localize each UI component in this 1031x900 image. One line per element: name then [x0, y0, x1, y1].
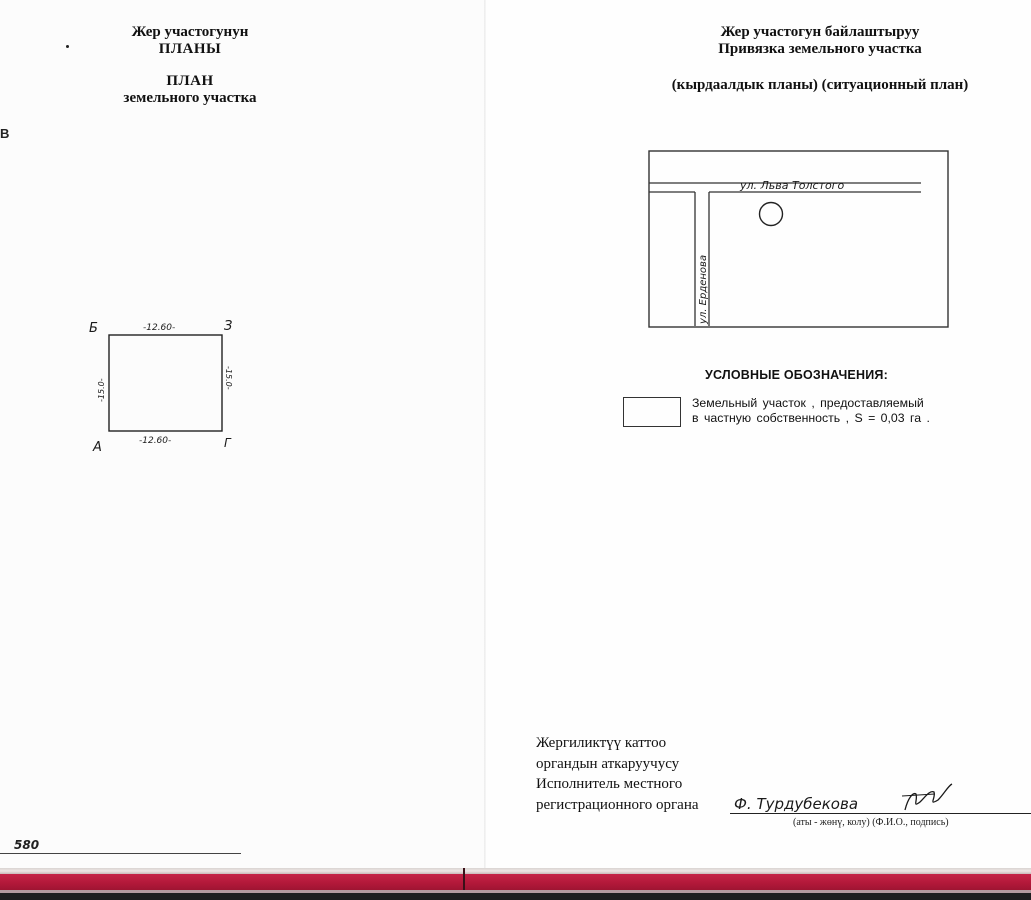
- plot-rectangle: [109, 335, 222, 431]
- handwritten-signature: [730, 780, 970, 820]
- legend-item-line2: в частную собственность , S = 0,03 га .: [692, 411, 930, 425]
- street-label-horizontal: ул. Льва Толстого: [740, 179, 845, 192]
- corner-label-bottom-left: А: [93, 440, 102, 455]
- book-cover-edge: [0, 868, 1031, 900]
- title-kg-line2: ПЛАНЫ: [158, 40, 222, 57]
- title-ru: Привязка земельного участка: [718, 40, 922, 57]
- street-label-vertical: ул. Ерденова: [698, 254, 709, 324]
- legend-title: УСЛОВНЫЕ ОБОЗНАЧЕНИЯ:: [705, 368, 888, 382]
- signature-block: [536, 733, 699, 815]
- signature-line4: регистрационного органа: [536, 796, 699, 813]
- plot-location-marker: [760, 203, 783, 226]
- red-cover: [0, 874, 1031, 890]
- side-label-bottom: -12.60-: [139, 436, 172, 446]
- title-ru-line2: земельного участка: [123, 89, 257, 106]
- signature-line2: органдын аткаруучусу: [536, 755, 680, 772]
- title-kg-line1: Жер участогунун: [131, 24, 249, 40]
- land-plot-drawing: [80, 310, 260, 460]
- signature-scribble: [905, 784, 952, 810]
- bottom-rule: [0, 853, 241, 854]
- signature-caption: (аты - жөнү, колу) (Ф.И.О., подпись): [793, 817, 949, 828]
- corner-label-top-left: Б: [89, 321, 98, 336]
- handwritten-name: Ф. Турдубекова: [734, 795, 859, 813]
- left-title-block: [60, 24, 320, 106]
- situation-frame: [649, 151, 948, 327]
- side-label-right: -15.0-: [224, 366, 233, 390]
- legend-item-line1: Земельный участок , предоставляемый: [692, 396, 924, 410]
- signature-line3: Исполнитель местного: [536, 776, 683, 792]
- legend-symbol-box: [623, 397, 681, 427]
- cover-spine-mark: [463, 868, 465, 890]
- page-fold: [484, 0, 486, 868]
- signature-line1: Жергиликтүү каттоо: [536, 735, 667, 751]
- situation-plan: [645, 148, 953, 334]
- page-number: 580: [14, 838, 40, 852]
- edge-letter: В: [0, 126, 10, 141]
- side-label-left: -15.0-: [97, 378, 106, 402]
- right-title-block: [620, 24, 1020, 94]
- corner-label-top-right: З: [224, 319, 233, 334]
- subtitle: (кырдаалдык планы) (ситуационный план): [671, 77, 969, 93]
- corner-label-bottom-right: Г: [224, 436, 231, 450]
- title-kg: Жер участогун байлаштыруу: [720, 24, 920, 40]
- legend-item-text: [692, 396, 930, 426]
- title-ru-line1: ПЛАН: [166, 73, 214, 89]
- dark-background: [0, 893, 1031, 900]
- side-label-top: -12.60-: [143, 323, 176, 333]
